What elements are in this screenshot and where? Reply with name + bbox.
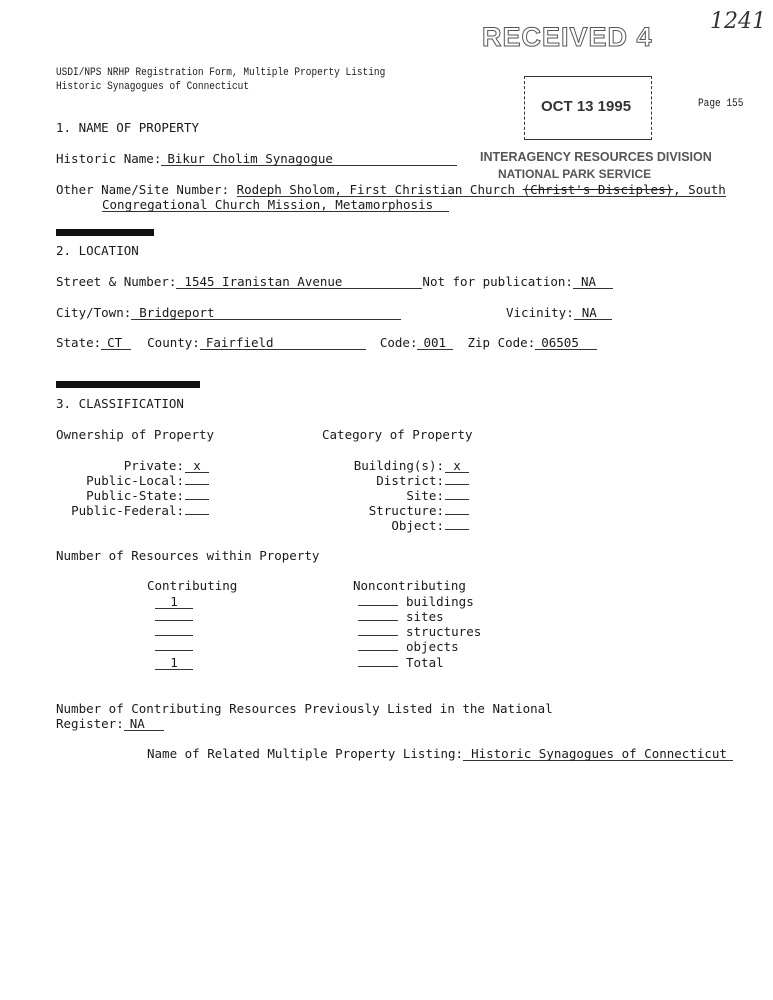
vicinity-row: [506, 305, 612, 320]
zip-label: Zip Code:: [467, 335, 536, 350]
related-listing-label: Name of Related Multiple Property Listing:: [147, 746, 464, 761]
resource-noncontributing-total: [358, 655, 398, 667]
other-name-value: [237, 183, 726, 197]
state-row: [56, 335, 597, 350]
received-stamp: RECEIVED 4: [482, 22, 653, 52]
other-name-line2-row: [102, 197, 449, 212]
category-label: Site:: [406, 488, 444, 503]
stamp-division: INTERAGENCY RESOURCES DIVISION: [480, 150, 712, 164]
section-divider-bar: [56, 229, 154, 236]
historic-name-row: [56, 151, 457, 166]
zip-value: 06505: [535, 336, 597, 350]
category-value: [445, 503, 469, 515]
not-for-publication-value: NA: [573, 275, 613, 289]
ownership-value: [185, 473, 209, 485]
other-name-row: [56, 182, 726, 197]
state-value: CT: [101, 336, 131, 350]
other-name-label: Other Name/Site Number:: [56, 182, 230, 197]
ownership-label: Public-Federal:: [71, 503, 184, 518]
previously-listed-line1: Number of Contributing Resources Previously Listed in the National: [56, 701, 553, 716]
resource-type: structures: [406, 624, 482, 639]
ownership-label: Private:: [123, 458, 184, 473]
other-name-line2: Congregational Church Mission, Metamorphosis: [102, 198, 449, 212]
city-row: [56, 305, 401, 320]
resource-type: buildings: [406, 594, 474, 609]
resource-contributing-count: [155, 609, 193, 621]
other-name-text: Rodeph Sholom, First Christian Church: [236, 182, 523, 197]
ownership-label: Public-State:: [86, 488, 184, 503]
city-label: City/Town:: [56, 305, 132, 320]
category-label: Structure:: [368, 503, 444, 518]
street-value: 1545 Iranistan Avenue: [176, 275, 422, 289]
related-listing-row: [147, 746, 733, 761]
ownership-heading: Ownership of Property: [56, 427, 215, 442]
resource-contributing-count: 1: [155, 595, 193, 609]
category-value: x: [445, 459, 469, 473]
category-label: Object:: [391, 518, 444, 533]
street-row: [56, 274, 613, 289]
category-label: Building(s):: [353, 458, 444, 473]
page-number: Page 155: [698, 98, 744, 110]
county-label: County:: [147, 335, 200, 350]
category-value: [445, 518, 469, 530]
resources-heading: Number of Resources within Property: [56, 548, 320, 563]
form-header-line2: Historic Synagogues of Connecticut: [56, 81, 250, 93]
contributing-heading: Contributing: [147, 578, 238, 593]
resource-type: objects: [406, 639, 459, 654]
resource-noncontributing-count: [358, 639, 398, 651]
previously-listed-label: Register:: [56, 716, 124, 731]
state-label: State:: [56, 335, 102, 350]
category-value: [445, 488, 469, 500]
city-value: Bridgeport: [131, 306, 401, 320]
related-listing-value: Historic Synagogues of Connecticut: [463, 747, 733, 761]
resource-contributing-count: [155, 624, 193, 636]
stamp-service: NATIONAL PARK SERVICE: [498, 167, 652, 181]
resource-type: Total: [406, 655, 444, 670]
code-label: Code:: [379, 335, 418, 350]
vicinity-label: Vicinity:: [506, 305, 574, 320]
resource-noncontributing-count: [358, 609, 398, 621]
resource-contributing-count: [155, 639, 193, 651]
other-name-struck-text: (Christ's Disciples): [522, 182, 674, 197]
historic-name-label: Historic Name:: [56, 151, 162, 166]
stamp-date: OCT 13 1995: [541, 98, 632, 115]
vicinity-value: NA: [574, 306, 612, 320]
resource-type: sites: [406, 609, 444, 624]
street-label: Street & Number:: [56, 274, 177, 289]
section3-heading: 3. CLASSIFICATION: [56, 396, 184, 411]
section-divider-bar: [56, 381, 200, 388]
resource-contributing-total: 1: [155, 656, 193, 670]
county-value: Fairfield: [200, 336, 366, 350]
section2-heading: 2. LOCATION: [56, 243, 139, 258]
historic-name-value: Bikur Cholim Synagogue: [161, 152, 457, 166]
category-label: District:: [376, 473, 444, 488]
ownership-value: [185, 503, 209, 515]
section1-heading: 1. NAME OF PROPERTY: [56, 120, 199, 135]
ownership-label: Public-Local:: [86, 473, 184, 488]
category-value: [445, 473, 469, 485]
code-value: 001: [417, 336, 453, 350]
category-heading: Category of Property: [322, 427, 473, 442]
previously-listed-row: [56, 716, 164, 731]
noncontributing-heading: Noncontributing: [353, 578, 466, 593]
other-name-text-end: , South: [673, 182, 726, 197]
ownership-value: x: [185, 459, 209, 473]
handwritten-number: 1241: [710, 9, 766, 34]
resource-noncontributing-count: [358, 594, 398, 606]
form-header-line1: USDI/NPS NRHP Registration Form, Multiple Property Listing: [56, 67, 386, 79]
not-for-publication-label: Not for publication:: [422, 274, 573, 289]
ownership-value: [185, 488, 209, 500]
resource-noncontributing-count: [358, 624, 398, 636]
previously-listed-value: NA: [124, 717, 164, 731]
